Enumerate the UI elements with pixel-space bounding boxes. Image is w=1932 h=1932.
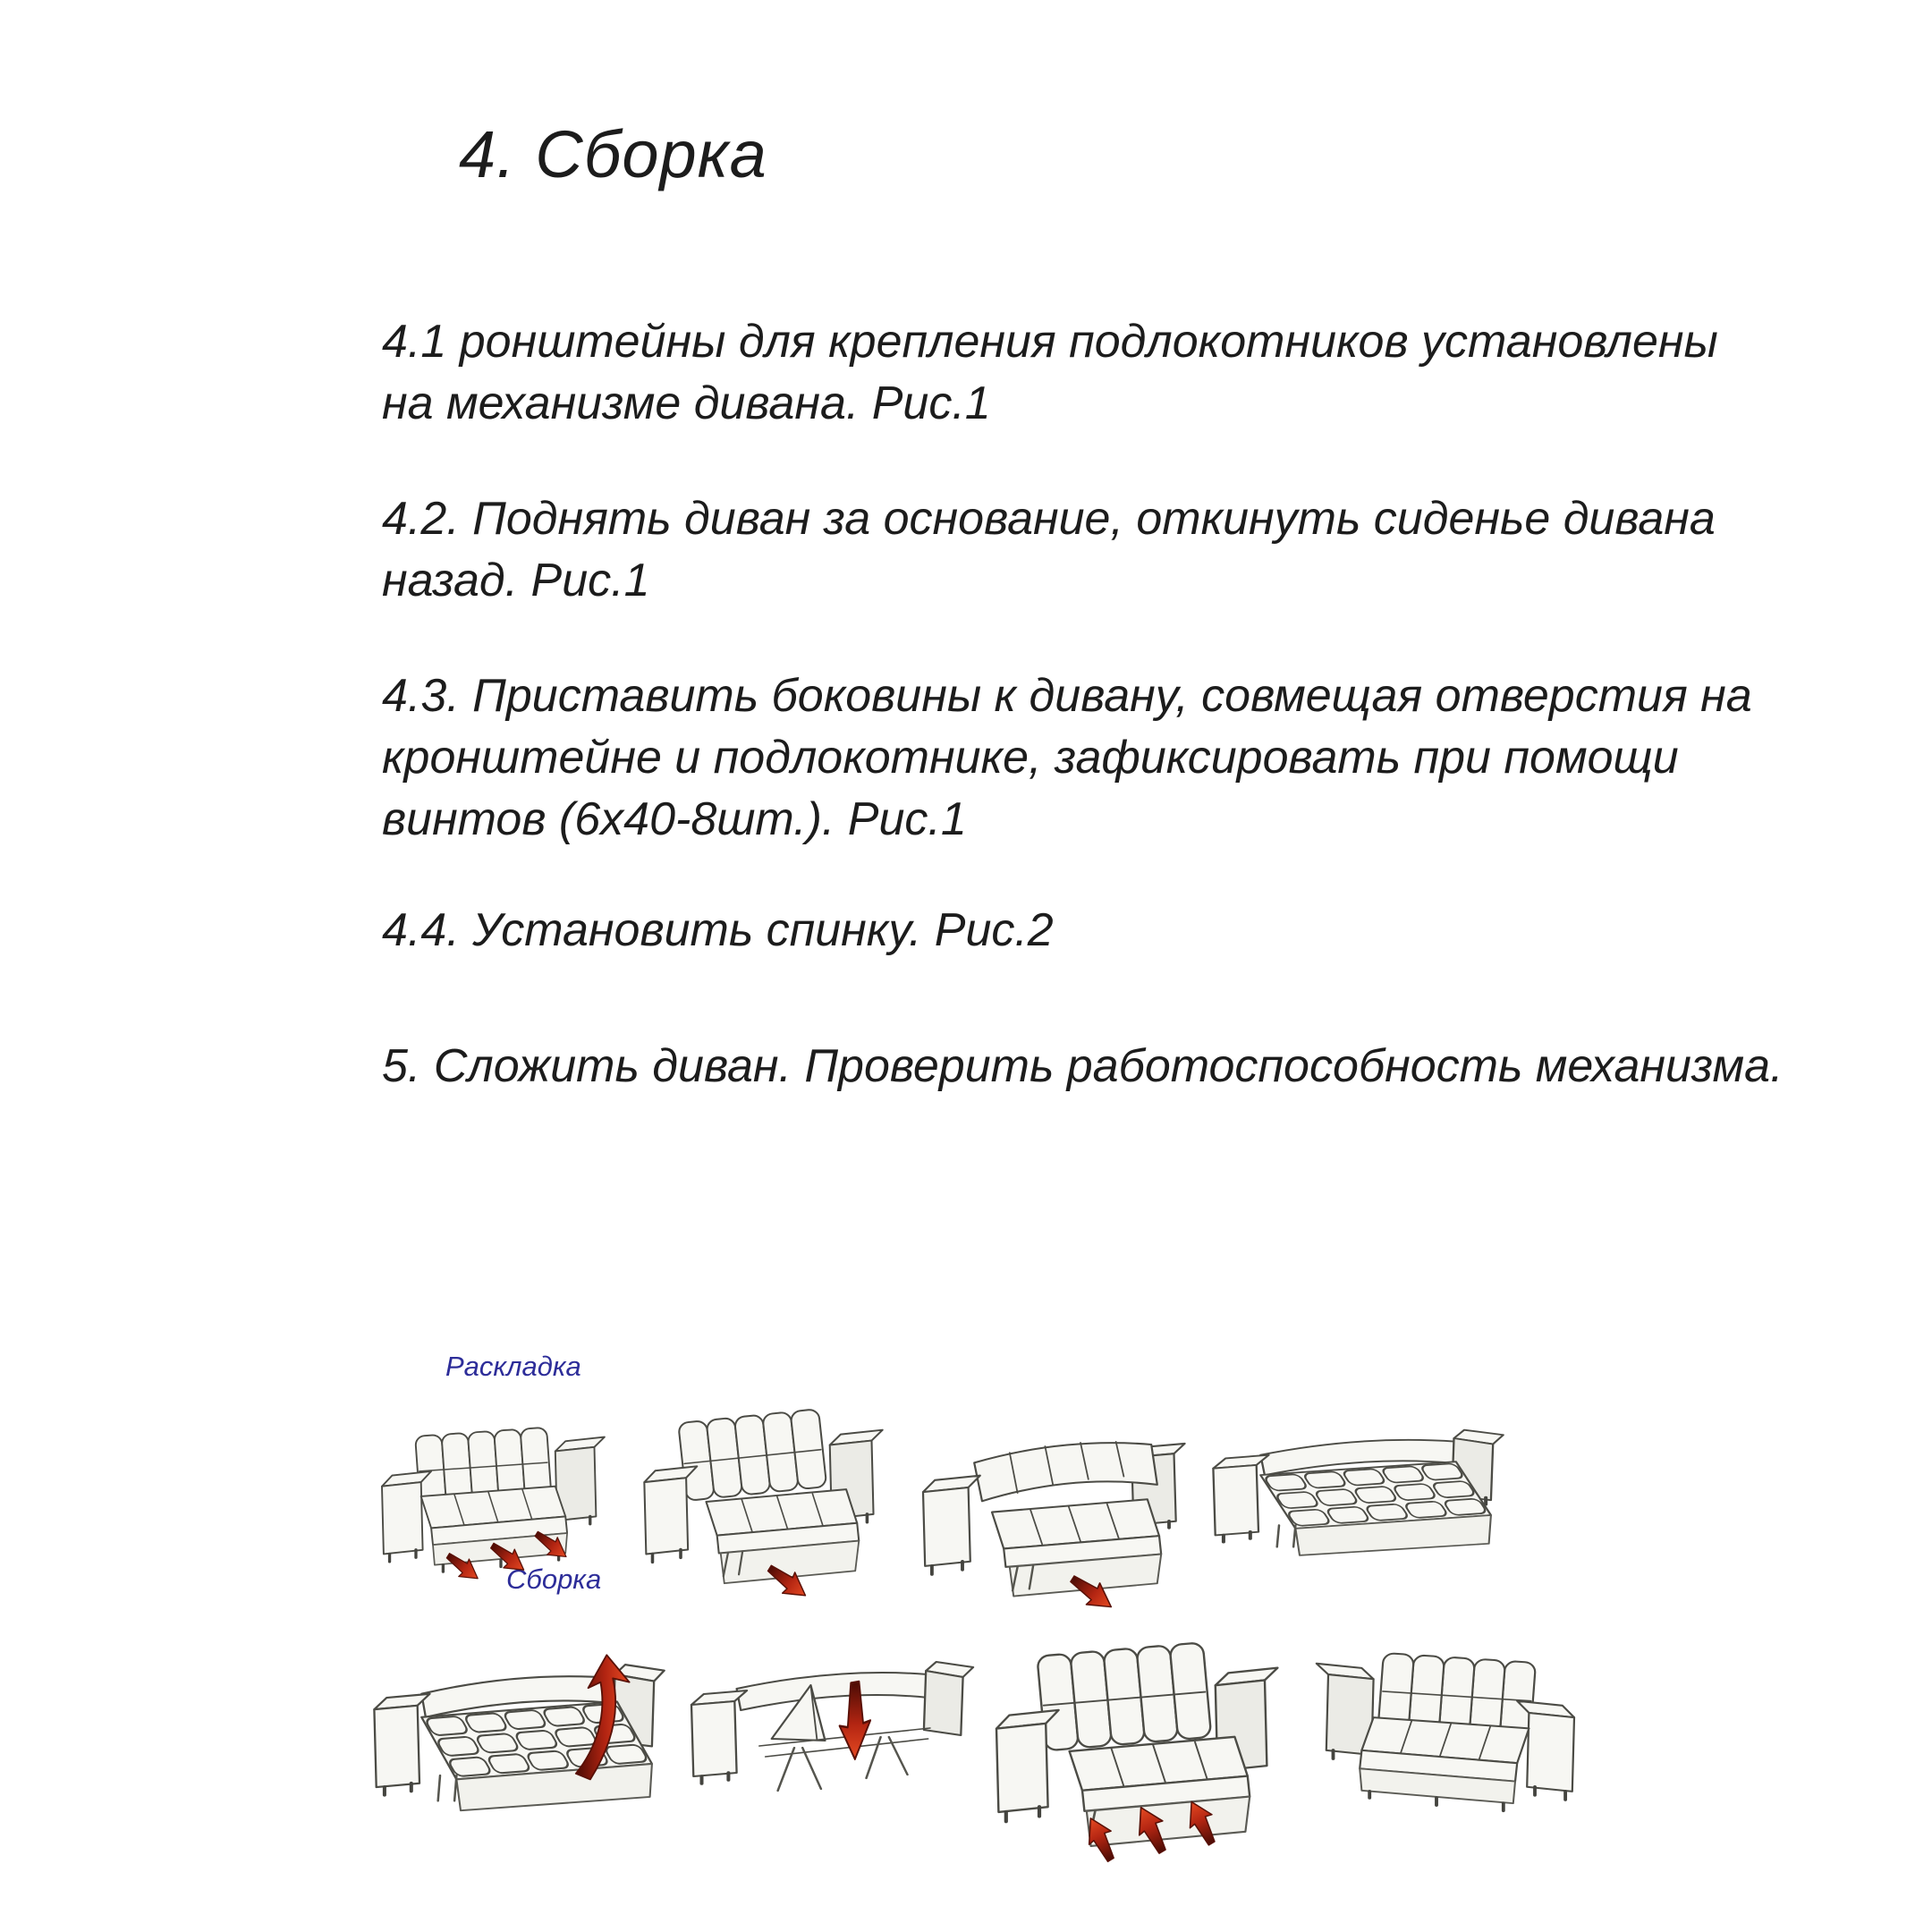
unfold-section-label: Раскладка xyxy=(445,1351,581,1382)
paragraph-line: 4.3. Приставить боковины к дивану, совмещая отверстия на xyxy=(382,670,1752,722)
sofa-fold-step1-illustration xyxy=(358,1630,666,1853)
backrest-cushions xyxy=(678,1409,826,1501)
paragraph-line: 4.4. Установить спинку. Рис.2 xyxy=(382,904,1054,956)
paragraph-line: назад. Рис.1 xyxy=(382,555,650,606)
paragraph-4-4 xyxy=(382,900,1054,962)
sofa-unfold-step2-illustration xyxy=(626,1397,899,1601)
armrest-left xyxy=(374,1694,429,1795)
paragraph-line: кронштейне и подлокотнике, зафиксировать при помощи xyxy=(382,732,1679,784)
paragraph-4-1 xyxy=(382,311,1718,435)
paragraph-line: винтов (6х40-8шт.). Рис.1 xyxy=(382,793,967,845)
backrest-cushions xyxy=(1037,1642,1211,1750)
fold-section-label: Сборка xyxy=(506,1563,602,1595)
folded-sofa xyxy=(1317,1653,1574,1810)
paragraph-line: на механизме дивана. Рис.1 xyxy=(382,377,991,429)
sofa-unfold-step4-illustration xyxy=(1197,1400,1505,1592)
sofa-unfold-step1-illustration xyxy=(365,1406,620,1598)
armrest-right xyxy=(924,1662,973,1735)
armrest-left xyxy=(1213,1455,1268,1542)
paragraph-line: 5. Сложить диван. Проверить работоспособность механизма. xyxy=(382,1040,1784,1092)
sofa-fold-step2-illustration xyxy=(671,1630,979,1835)
paragraph-4-3 xyxy=(382,665,1752,851)
paragraph-line: 4.1 ронштейны для крепления подлокотников установлены xyxy=(382,316,1718,368)
sofa-fold-step3-illustration xyxy=(975,1630,1297,1867)
sofa-fold-step4-illustration xyxy=(1299,1630,1594,1840)
sofa-unfold-step3-illustration xyxy=(903,1404,1199,1614)
armrest-left xyxy=(923,1476,980,1574)
page-title: 4. Сборка xyxy=(459,117,767,191)
backrest-flattening xyxy=(974,1442,1157,1501)
paragraph-line: 4.2. Поднять диван за основание, откинуть сиденье дивана xyxy=(382,493,1716,545)
armrest-left xyxy=(691,1690,747,1784)
paragraph-4-2 xyxy=(382,488,1716,612)
paragraph-5 xyxy=(382,1036,1784,1097)
back-rail xyxy=(737,1673,928,1710)
